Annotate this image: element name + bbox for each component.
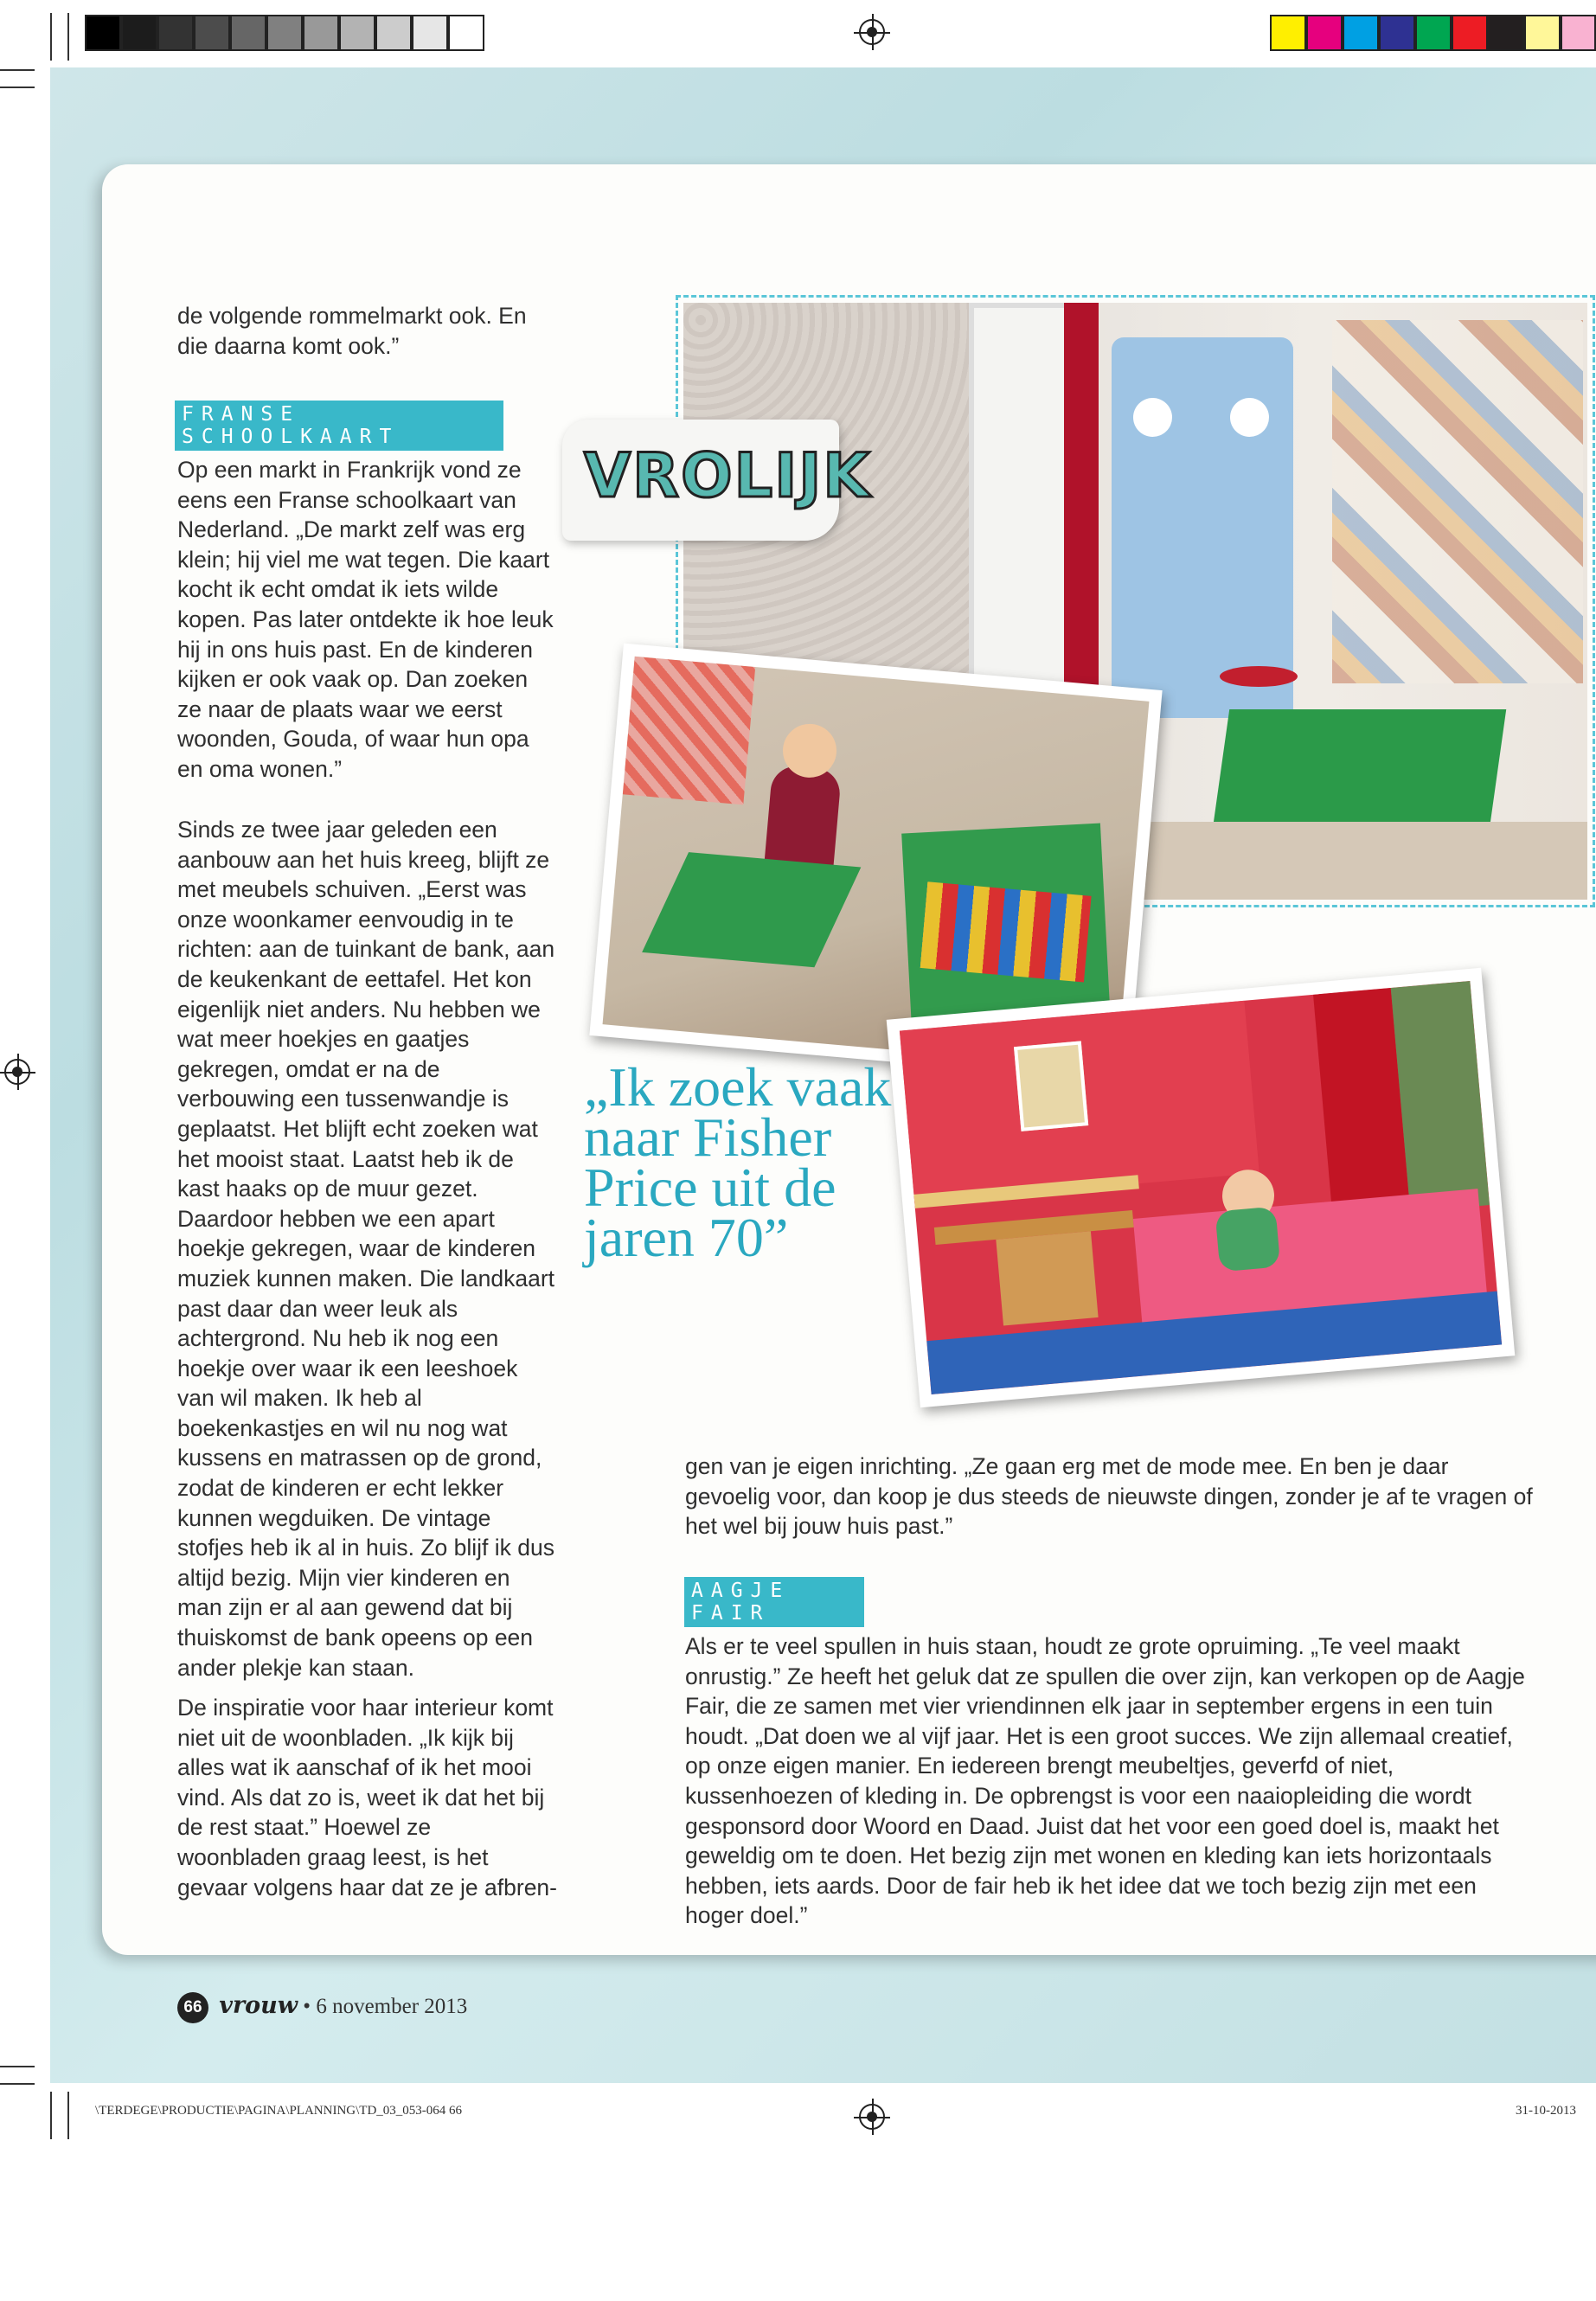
footer-separator: • xyxy=(303,1995,311,2018)
registration-mark-bottom xyxy=(859,2104,885,2130)
photo-frame-girl-bed xyxy=(887,968,1516,1407)
registration-mark-top xyxy=(859,19,885,45)
paragraph-inrichting: gen van je eigen inrichting. „Ze gaan erg met de mode mee. En ben je daar gevoelig voor, dan koop je dus steeds de nieuwste dingen, zonder je af te vragen of het wel bij jouw huis past.” xyxy=(685,1453,1533,1540)
slug-path: \TERDEGE\PRODUCTIE\PAGINA\PLANNING\TD_03_053-064 66 xyxy=(95,2104,463,2118)
section-heading-franse-schoolkaart: FRANSE SCHOOLKAART xyxy=(175,401,503,451)
registration-mark-left xyxy=(4,1059,30,1085)
sticker-label xyxy=(562,420,872,541)
pull-quote: „Ik zoek vaak naar Fisher Price uit de jaren 70” xyxy=(584,1056,892,1268)
page-footer xyxy=(177,1992,467,2023)
sticker-text: VROLIJK xyxy=(584,440,872,511)
intro-paragraph: de volgende rommelmarkt ook. En die daarna komt ook.” xyxy=(177,303,527,359)
page-number: 66 xyxy=(177,1992,208,2023)
paragraph-meubels: Sinds ze twee jaar geleden een aanbouw aan het huis kreeg, blijft ze met meubels schuiven. „Eerst was onze woonkamer eenvoudig in te richten: aan de tuinkant de bank, aan de keukenkant de eettafel. Het kon eigenlijk niet anders. Nu hebben we wat meer hoekjes en gaatjes gekregen, omdat er na de verbouwing een tussenwandje is geplaatst. Het blijft echt zoeken wat het mooist staat. Laatst heb ik de kast haaks op de muur gezet. Daardoor hebben we een apart hoekje gekregen, waar de kinderen muziek kunnen maken. Die landkaart past daar dan weer leuk als achtergrond. Nu heb ik nog een hoekje over waar ik een leeshoek van wil maken. Ik heb al boekenkastjes en wil nu nog wat kussens en matrassen op de grond, zodat de kinderen er echt lekker kunnen wegduiken. De vintage stofjes heb ik al in huis. Zo blijf ik dus altijd bezig. Mijn vier kinderen en man zijn er al aan gewend dat bij thuiskomst de bank opeens op een ander plekje kan staan. xyxy=(177,817,555,1681)
slug-date: 31-10-2013 xyxy=(1516,2104,1576,2118)
paragraph-aagje-fair: Als er te veel spullen in huis staan, houdt ze grote opruiming. „Te veel maakt onrustig.” Ze heeft het geluk dat ze spullen die over zijn, kan verkopen op de Aagje Fair, die ze samen met vier vriendinnen elk jaar in september ergens in een tuin houdt. „Dat doen we al vijf jaar. Het is een groot succes. We zijn allemaal creatief, op onze eigen manier. En iedereen brengt meubeltjes, geverfd of niet, kussenhoezen of kleding in. De opbrengst is voor een naaiopleiding die wordt gesponsord door Woord en Daad. Juist dat het voor een goed doel is, maakt het geweldig om te doen. Het bezig zijn met wonen en kleding kan iets horizontaals hebben, iets aards. Door de fair heb ik het idee dat we toch bezig zijn met een hoger doel.” xyxy=(685,1633,1525,1929)
paragraph-inspiratie: De inspiratie voor haar interieur komt niet uit de woonbladen. „Ik kijk bij alles wat ik aanschaf of ik het mooi vind. Als dat zo is, weet ik dat het bij de rest staat.” Hoewel ze woonbladen graag leest, is het gevaar volgens haar dat ze je afbren- xyxy=(177,1695,557,1900)
paragraph-schoolkaart: Op een markt in Frankrijk vond ze eens een Franse schoolkaart van Nederland. „De markt zelf was erg klein; hij viel me wat tegen. Die kaart kocht ik echt omdat ik iets wilde kopen. Pas later ontdekte ik hoe leuk hij in ons huis past. En de kinderen kijken er ook vaak op. Dan zoeken ze naar de plaats waar we eerst woonden, Gouda, of waar hun opa en oma wonen.” xyxy=(177,457,554,782)
magazine-name: vrouw xyxy=(219,1992,298,2019)
section-heading-aagje-fair: AAGJE FAIR xyxy=(684,1577,864,1627)
issue-date: 6 november 2013 xyxy=(316,1995,468,2018)
photo-girl-bed xyxy=(900,981,1502,1394)
